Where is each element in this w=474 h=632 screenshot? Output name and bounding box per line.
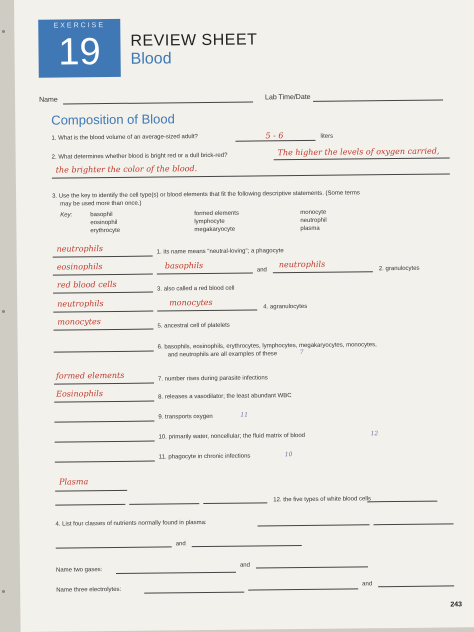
pencil-note: 10 <box>284 451 293 459</box>
answer-line[interactable] <box>192 545 302 547</box>
answer-line[interactable] <box>374 523 454 525</box>
exercise-label: EXERCISE <box>53 22 106 30</box>
q2-answer-line-2[interactable] <box>52 173 450 178</box>
binder-hole <box>2 590 5 593</box>
q2-text: 2. What determines whether blood is bright red or a dull brick-red? <box>51 152 228 161</box>
answer-line[interactable] <box>53 256 153 258</box>
answer-2b: basophils <box>164 261 204 271</box>
answer-8: Eosinophils <box>56 389 103 399</box>
answer-12: Plasma <box>59 477 89 487</box>
key-item: erythrocyte <box>90 227 121 235</box>
electrolytes-label: Name three electrolytes: <box>56 586 122 594</box>
answer-2c: neutrophils <box>278 259 326 270</box>
item-8-text: 8. releases a vasodilator; the least abundant WBC <box>158 393 292 401</box>
name-field[interactable] <box>63 102 253 105</box>
item-12-text: 12. the five types of white blood cells <box>273 496 372 504</box>
key-label: Key: <box>60 212 73 219</box>
answer-line[interactable] <box>55 504 125 506</box>
answer-2a: eosinophils <box>56 262 103 272</box>
q2-answer-line1: The higher the levels of oxygen carried, <box>277 146 440 158</box>
binder-hole <box>2 310 5 313</box>
item-5-text: 5. ancestral cell of platelets <box>157 322 230 330</box>
answer-line[interactable] <box>55 490 127 492</box>
answer-line[interactable] <box>53 292 153 294</box>
q1-answer: 5 - 6 <box>265 131 284 141</box>
answer-line[interactable] <box>256 566 368 568</box>
q3-text-line2: may be used more than once.) <box>60 200 142 208</box>
key-item: monocyte <box>300 209 327 217</box>
answer-line[interactable] <box>54 421 154 423</box>
key-item: basophil <box>90 211 113 219</box>
labtime-field[interactable] <box>313 100 443 102</box>
item-4-text: 4. agranulocytes <box>263 303 308 311</box>
gases-label: Name two gases: <box>55 567 103 574</box>
pencil-note: 12 <box>370 430 379 438</box>
item-9-text: 9. transports oxygen <box>158 413 213 421</box>
answer-line[interactable] <box>54 351 154 353</box>
item-3-text: 3. also called a red blood cell <box>157 285 235 293</box>
name-label: Name <box>39 96 58 104</box>
q1-text: 1. What is the blood volume of an average-sized adult? <box>51 134 198 142</box>
answer-4b: monocytes <box>169 297 213 308</box>
answer-1: neutrophils <box>56 244 104 254</box>
item-6-text-1: 6. basophils, eosinophils, erythrocytes, lymphocytes, megakaryocytes, monocytes, <box>157 342 377 351</box>
and-word: and <box>175 541 186 548</box>
answer-line[interactable] <box>144 592 244 594</box>
q1-unit: liters <box>320 133 334 140</box>
section-title: Composition of Blood <box>51 111 175 128</box>
key-item: formed elements <box>194 210 239 218</box>
answer-line[interactable] <box>54 401 154 403</box>
answer-line[interactable] <box>258 524 370 526</box>
page-subtitle: Blood <box>130 50 172 68</box>
answer-line[interactable] <box>273 271 373 273</box>
answer-line[interactable] <box>53 311 153 313</box>
key-item: plasma <box>300 225 320 233</box>
item-6-text-2: and neutrophils are all examples of these <box>167 351 278 359</box>
answer-7: formed elements <box>55 370 125 381</box>
key-item: neutrophil <box>300 217 327 225</box>
answer-line[interactable] <box>248 588 358 590</box>
exercise-badge <box>38 19 121 78</box>
answer-line[interactable] <box>53 274 153 276</box>
q3-text-line1: 3. Use the key to identify the cell type(s) or blood elements that fit the following descriptive statements. (Some terms <box>52 190 360 200</box>
key-item: megakaryocyte <box>194 226 236 234</box>
item-7-text: 7. number rises during parasite infections <box>157 375 268 383</box>
item-10-text: 10. primarily water, noncellular; the fluid matrix of blood <box>158 432 306 441</box>
page-number: 243 <box>450 601 463 609</box>
page-title: REVIEW SHEET <box>130 31 258 50</box>
answer-line[interactable] <box>378 585 454 587</box>
item-11-text: 11. phagocyte in chronic infections <box>158 453 251 461</box>
exercise-number: 19 <box>58 31 101 74</box>
worksheet-page <box>14 0 474 632</box>
pencil-note: 7 <box>299 348 304 357</box>
and-word: and <box>256 267 267 274</box>
answer-3: red blood cells <box>56 279 117 290</box>
binder-hole <box>2 30 5 33</box>
item-1-text: 1. its name means "neutral-loving"; a phagocyte <box>156 248 284 256</box>
and-word: and <box>362 581 373 588</box>
pencil-note: 11 <box>240 411 249 419</box>
answer-line[interactable] <box>55 441 155 443</box>
item-2-text: 2. granulocytes <box>378 265 420 273</box>
answer-line[interactable] <box>54 383 154 385</box>
q2-answer-line-1[interactable] <box>274 157 450 160</box>
answer-line[interactable] <box>55 461 155 463</box>
answer-line[interactable] <box>157 273 253 275</box>
answer-line[interactable] <box>56 546 172 548</box>
answer-5: monocytes <box>57 317 101 327</box>
answer-line[interactable] <box>53 329 153 331</box>
answer-4a: neutrophils <box>57 299 104 309</box>
answer-line[interactable] <box>157 309 257 311</box>
q4-text: 4. List four classes of nutrients normally found in plasma: <box>55 520 207 528</box>
answer-line[interactable] <box>203 502 267 504</box>
key-item: eosinophil <box>90 219 118 227</box>
q2-answer-line2: the brighter the color of the blood. <box>55 164 198 175</box>
answer-line[interactable] <box>116 572 236 574</box>
and-word: and <box>239 562 250 569</box>
answer-line[interactable] <box>129 503 199 505</box>
labtime-label: Lab Time/Date <box>265 93 311 102</box>
answer-line[interactable] <box>367 501 437 503</box>
key-item: lymphocyte <box>194 218 225 226</box>
